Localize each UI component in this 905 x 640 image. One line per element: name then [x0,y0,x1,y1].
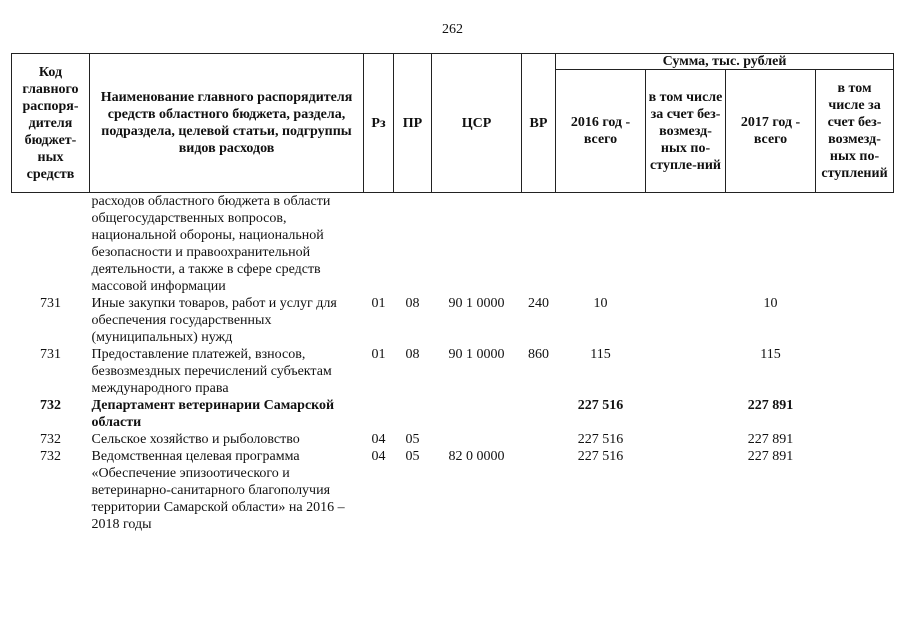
cell-csr: 82 0 0000 [448,449,505,464]
cell-2017-total [726,193,816,296]
table-row [12,193,894,296]
cell-2017-total: 227 891 [747,398,794,413]
header-code: Код главного распоря-дителя бюджет-ных средств [12,54,90,193]
header-2017-total: 2017 год - всего [726,70,816,193]
cell-code: 731 [40,296,61,311]
budget-table [11,53,894,533]
cell-2016-included [646,346,726,397]
cell-pr [394,397,432,431]
cell-2017-included [816,295,894,346]
cell-csr [432,397,522,431]
cell-2016-total: 115 [590,347,611,362]
cell-code: 732 [40,449,61,464]
cell-2016-total: 227 516 [577,432,624,447]
cell-vr [522,397,556,431]
page-number: 262 [442,22,463,37]
cell-pr: 08 [405,347,420,362]
cell-pr: 05 [405,432,420,447]
header-vr: ВР [522,54,556,193]
cell-code: 732 [40,432,61,447]
table-row [12,346,894,397]
cell-csr [432,431,522,448]
cell-rz: 04 [371,449,386,464]
cell-2017-included [816,346,894,397]
header-sum-title: Сумма, тыс. рублей [556,54,894,70]
cell-pr: 08 [405,296,420,311]
cell-name: Ведомственная целевая программа «Обеспечение эпизоотического и ветеринарно-санитарного благополучия территории Самарской области» на 2016 –2018 годы [91,449,345,532]
cell-rz: 01 [371,347,386,362]
cell-2016-total: 227 516 [577,449,624,464]
cell-name: Иные закупки товаров, работ и услуг для обеспечения государственных (муниципальных) нужд [91,296,337,345]
cell-name: Сельское хозяйство и рыболовство [91,432,300,447]
cell-2017-included [816,431,894,448]
cell-2017-included [816,397,894,431]
header-rz: Рз [364,54,394,193]
cell-vr [522,431,556,448]
cell-2017-total: 10 [763,296,778,311]
cell-csr: 90 1 0000 [448,296,505,311]
table-row [12,431,894,448]
cell-rz [364,397,394,431]
cell-2016-included [646,295,726,346]
table-row [12,448,894,533]
header-csr: ЦСР [432,54,522,193]
table-row [12,295,894,346]
cell-code: 731 [40,347,61,362]
cell-code: 732 [40,398,61,413]
cell-2016-included [646,193,726,296]
header-2017-included: в том числе за счет без-возмезд-ных по-ступлений [816,70,894,193]
cell-pr: 05 [405,449,420,464]
cell-pr [394,193,432,296]
cell-2016-total: 10 [593,296,608,311]
header-pr: ПР [394,54,432,193]
cell-vr: 240 [528,296,549,311]
cell-2017-total: 115 [760,347,781,362]
cell-name: расходов областного бюджета в области общегосударственных вопросов, национальной обороны, национальной безопасности и правоохранительной деятельности, а также в сфере средств массовой информации [91,194,331,294]
table-row [12,397,894,431]
cell-2016-included [646,397,726,431]
cell-2017-total: 227 891 [747,449,794,464]
cell-2016-included [646,448,726,533]
cell-rz: 04 [371,432,386,447]
header-name: Наименование главного распорядителя средств областного бюджета, раздела, подраздела, целевой статьи, подгруппы видов расходов [90,54,364,193]
cell-rz: 01 [371,296,386,311]
cell-code [12,193,90,296]
header-2016-included: в том числе за счет без-возмезд-ных по-ступле-ний [646,70,726,193]
cell-name: Департамент ветеринарии Самарской области [91,398,335,430]
cell-vr [522,193,556,296]
table-body [12,193,894,534]
cell-2017-included [816,193,894,296]
table-header [12,54,894,193]
header-2016-total: 2016 год - всего [556,70,646,193]
cell-csr: 90 1 0000 [448,347,505,362]
cell-vr: 860 [528,347,549,362]
cell-2017-included [816,448,894,533]
cell-csr [432,193,522,296]
cell-2016-total [556,193,646,296]
cell-2016-total: 227 516 [577,398,624,413]
cell-2017-total: 227 891 [747,432,794,447]
cell-2016-included [646,431,726,448]
cell-rz [364,193,394,296]
cell-name: Предоставление платежей, взносов, безвозмездных перечислений субъектам международного права [91,347,332,396]
cell-vr [522,448,556,533]
